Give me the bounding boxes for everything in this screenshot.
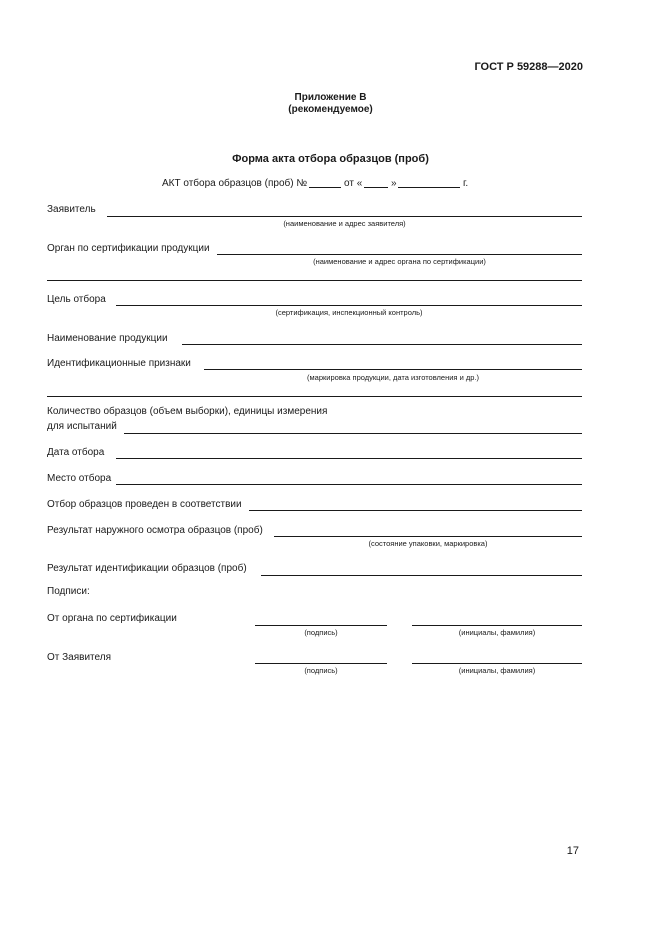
purpose-line[interactable]: [116, 305, 582, 306]
quantity-line[interactable]: [124, 433, 582, 434]
cert-body-line-2[interactable]: [47, 280, 582, 281]
applicant-signature-line[interactable]: [255, 663, 387, 664]
cert-body-caption: (наименование и адрес органа по сертификации): [313, 257, 486, 266]
cert-body-label: Орган по сертификации продукции: [47, 243, 210, 254]
standard-number: ГОСТ Р 59288—2020: [474, 61, 583, 73]
id-signs-line[interactable]: [204, 369, 582, 370]
inspection-line[interactable]: [274, 536, 582, 537]
applicant-signature-caption: (подпись): [304, 666, 338, 675]
product-name-line[interactable]: [182, 344, 582, 345]
applicant-caption: (наименование и адрес заявителя): [283, 219, 406, 228]
form-title: Форма акта отбора образцов (проб): [232, 153, 429, 165]
signatures-title: Подписи:: [47, 586, 90, 597]
product-name-label: Наименование продукции: [47, 333, 168, 344]
date-label: Дата отбора: [47, 447, 105, 458]
place-line[interactable]: [116, 484, 582, 485]
cert-signature-line[interactable]: [255, 625, 387, 626]
purpose-label: Цель отбора: [47, 294, 106, 305]
act-day-line[interactable]: [364, 187, 388, 188]
cert-name-caption: (инициалы, фамилия): [458, 628, 536, 637]
quantity-label-1: Количество образцов (объем выборки), единицы измерения: [47, 406, 328, 417]
applicant-line[interactable]: [107, 216, 582, 217]
act-quote: »: [391, 178, 397, 189]
identification-line[interactable]: [261, 575, 582, 576]
act-month-line[interactable]: [398, 187, 460, 188]
cert-signature-caption: (подпись): [304, 628, 338, 637]
id-signs-label: Идентификационные признаки: [47, 358, 191, 369]
cert-body-line[interactable]: [217, 254, 582, 255]
identification-label: Результат идентификации образцов (проб): [47, 563, 247, 574]
act-from: от «: [344, 178, 363, 189]
annex-title: Приложение В: [294, 92, 367, 103]
inspection-caption: (состояние упаковки, маркировка): [368, 539, 488, 548]
page-number: 17: [566, 845, 579, 857]
applicant-label: Заявитель: [47, 204, 96, 215]
conformity-label: Отбор образцов проведен в соответствии: [47, 499, 242, 510]
applicant-sign-label: От Заявителя: [47, 652, 111, 663]
id-signs-caption: (маркировка продукции, дата изготовления и др.): [307, 373, 479, 382]
conformity-line[interactable]: [249, 510, 582, 511]
place-label: Место отбора: [47, 473, 112, 484]
inspection-label: Результат наружного осмотра образцов (проб): [47, 525, 263, 536]
purpose-caption: (сертификация, инспекционный контроль): [275, 308, 423, 317]
applicant-name-line[interactable]: [412, 663, 582, 664]
act-year: г.: [463, 178, 469, 189]
act-number-line[interactable]: [309, 187, 341, 188]
cert-sign-label: От органа по сертификации: [47, 613, 177, 624]
date-line[interactable]: [116, 458, 582, 459]
act-prefix: АКТ отбора образцов (проб) №: [162, 178, 308, 189]
cert-name-line[interactable]: [412, 625, 582, 626]
applicant-name-caption: (инициалы, фамилия): [458, 666, 536, 675]
annex-subtitle: (рекомендуемое): [288, 104, 373, 115]
quantity-label-2: для испытаний: [47, 421, 117, 432]
id-signs-line-2[interactable]: [47, 396, 582, 397]
